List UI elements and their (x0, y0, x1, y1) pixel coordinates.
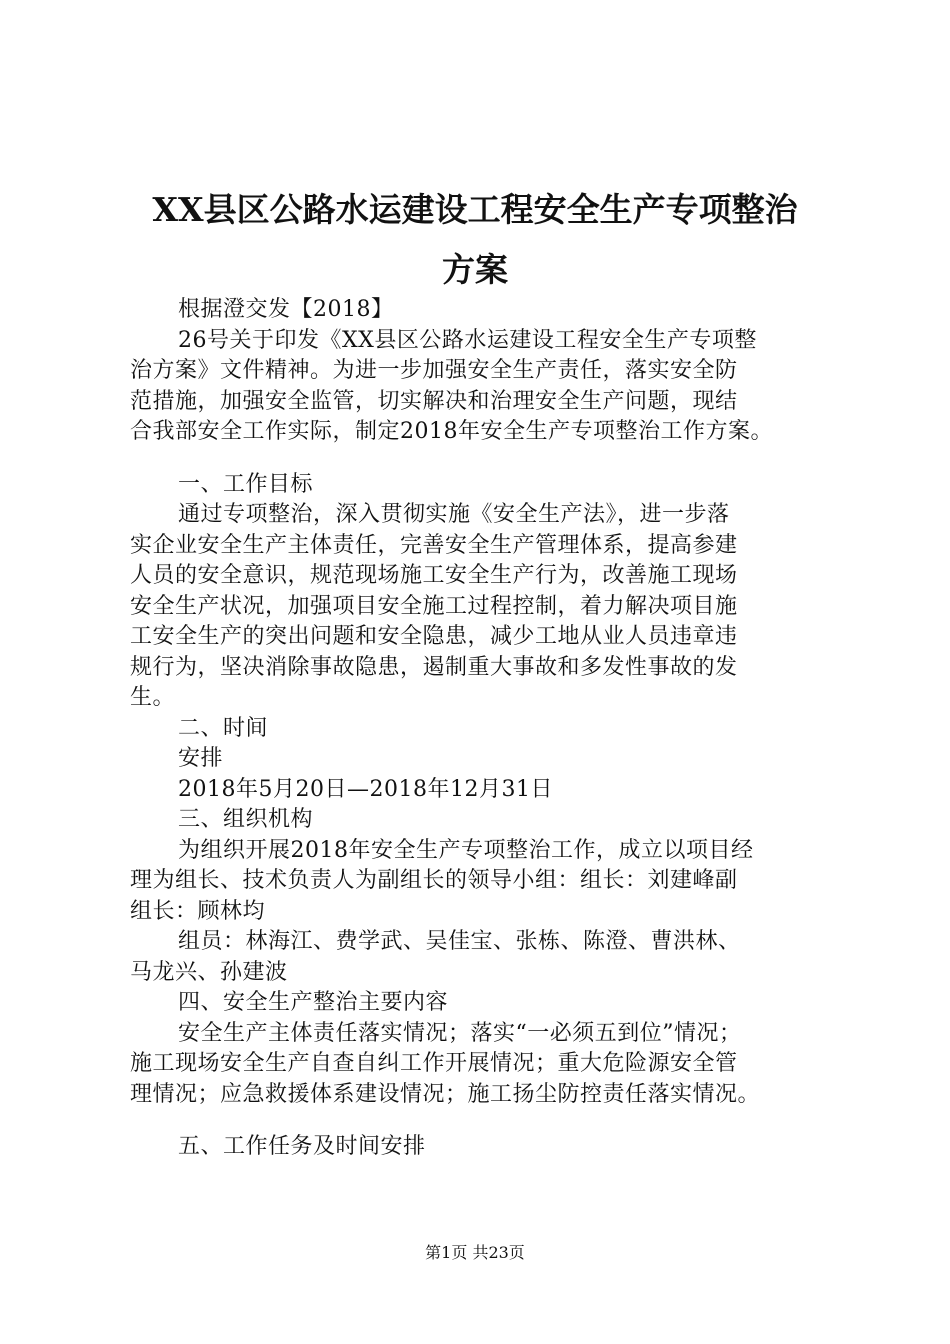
paragraph-line: 通过专项整治，深入贯彻实施《安全生产法》，进一步落 (178, 502, 730, 527)
section-heading-organization: 三、组织机构 (178, 807, 314, 832)
paragraph-line: 安全生产状况，加强项目安全施工过程控制，着力解决项目施 (130, 593, 738, 619)
paragraph-line: 为组织开展2018年安全生产专项整治工作，成立以项目经 (178, 837, 754, 863)
paragraph-line: 规行为，坚决消除事故隐患，遏制重大事故和多发性事故的发 (130, 654, 738, 680)
paragraph-line: 范措施，加强安全监管，切实解决和治理安全生产问题，现结 (130, 388, 738, 414)
paragraph-line: 理为组长、技术负责人为副组长的领导小组：组长：刘建峰副 (130, 868, 738, 893)
paragraph-line: 安全生产主体责任落实情况；落实“一必须五到位”情况； (178, 1020, 742, 1046)
paragraph-line: 合我部安全工作实际，制定2018年安全生产专项整治工作方案。 (130, 419, 773, 444)
paragraph-line: 组长：顾林均 (130, 898, 266, 924)
paragraph-line: 根据澄交发【2018】 (178, 297, 394, 322)
paragraph-line: 人员的安全意识，规范现场施工安全生产行为，改善施工现场 (130, 563, 738, 588)
paragraph-line: 26号关于印发《XX县区公路水运建设工程安全生产专项整 (178, 327, 757, 353)
paragraph-line: 组员：林海江、费学武、吴佳宝、张栋、陈澄、曹洪林、 (178, 929, 741, 954)
paragraph-line: 生。 (130, 685, 176, 710)
paragraph-gap (130, 448, 850, 470)
document-title-line-2: 方案 (442, 250, 508, 289)
page-number-footer: 第1页 共23页 (425, 1243, 525, 1262)
document-body (130, 295, 850, 1163)
paragraph-line: 实企业安全生产主体责任，完善安全生产管理体系，提高参建 (130, 532, 738, 558)
paragraph-line: 安排 (178, 746, 224, 771)
paragraph-line: 治方案》文件精神。为进一步加强安全生产责任，落实安全防 (130, 358, 738, 383)
document-title-line-1: XX县区公路水运建设工程安全生产专项整治 (152, 190, 798, 229)
paragraph-line: 工安全生产的突出问题和安全隐患，减少工地从业人员违章违 (130, 624, 738, 649)
section-heading-tasks: 五、工作任务及时间安排 (178, 1134, 426, 1159)
date-range: 2018年5月20日—2018年12月31日 (178, 776, 553, 802)
paragraph-line: 马龙兴、孙建波 (130, 959, 288, 985)
paragraph-line: 理情况；应急救援体系建设情况；施工扬尘防控责任落实情况。 (130, 1081, 761, 1107)
paragraph-gap (130, 1110, 850, 1132)
section-heading-content: 四、安全生产整治主要内容 (178, 990, 449, 1015)
paragraph-line: 施工现场安全生产自查自纠工作开展情况；重大危险源安全管 (130, 1051, 738, 1076)
section-heading-goals: 一、工作目标 (178, 471, 314, 497)
section-heading-time: 二、时间 (178, 715, 269, 741)
